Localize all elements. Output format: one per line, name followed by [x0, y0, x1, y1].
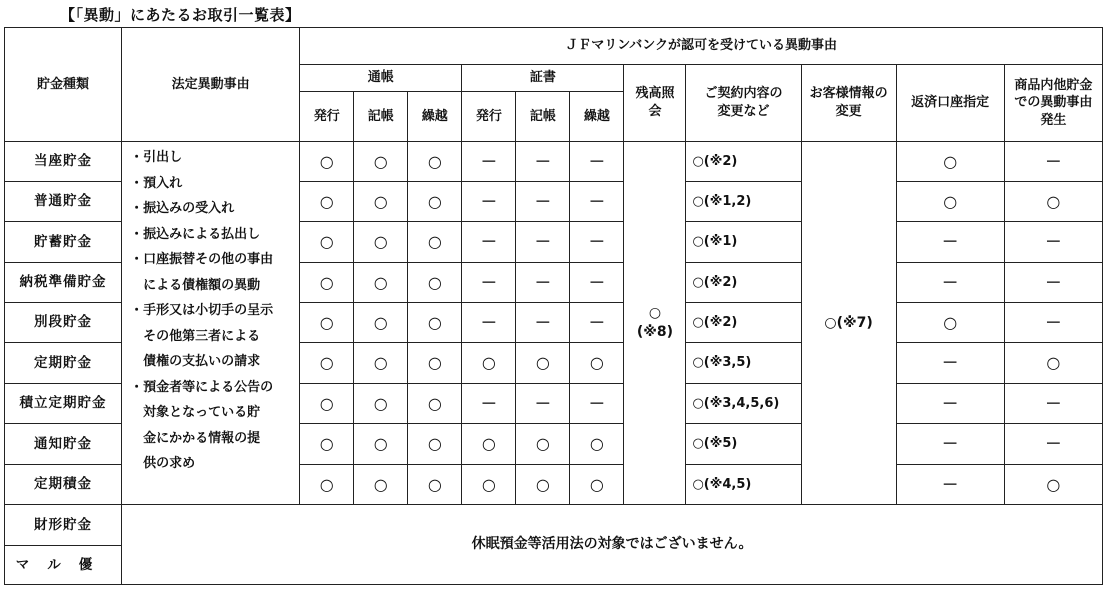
certificate-mark: ○ [570, 424, 624, 465]
passbook-mark: ○ [300, 343, 354, 384]
certificate-mark: － [570, 303, 624, 343]
contract-change-mark: ○(※1,2) [686, 182, 801, 222]
legal-reason-line: その他第三者による [143, 328, 261, 344]
repay-account-mark: － [896, 222, 1004, 263]
passbook-mark: ○ [300, 303, 354, 343]
legal-reason-line: 債権の支払いの請求 [143, 354, 261, 369]
certificate-mark: ○ [516, 424, 570, 465]
passbook-mark: ○ [408, 384, 462, 424]
certificate-mark: － [516, 303, 570, 343]
repay-account-mark: － [896, 465, 1004, 505]
repay-account-mark: ○ [896, 303, 1004, 343]
contract-change-mark: ○(※2) [686, 263, 801, 303]
account-kind: 定期貯金 [5, 343, 122, 384]
legal-reason-line: ・振込みの受入れ [130, 201, 235, 216]
header-certificate: 証書 [462, 65, 624, 92]
certificate-mark: ○ [516, 465, 570, 505]
legal-reason-line: ・預金者等による公告の [130, 379, 274, 395]
header-cert-carry: 繰越 [570, 92, 624, 142]
account-kind: 定期積金 [5, 465, 122, 505]
balance-inquiry-mark: ○ (※8) [624, 142, 686, 505]
header-jf-group: ＪＦマリンバンクが認可を受けている異動事由 [300, 28, 1103, 65]
passbook-mark: ○ [300, 142, 354, 182]
account-kind: 当座貯金 [5, 142, 122, 182]
passbook-mark: ○ [300, 182, 354, 222]
product-other-mark: ○ [1004, 343, 1102, 384]
header-passbook: 通帳 [300, 65, 462, 92]
account-kind: 財形貯金 [5, 505, 122, 546]
passbook-mark: ○ [354, 222, 408, 263]
passbook-mark: ○ [300, 424, 354, 465]
product-other-mark: － [1004, 424, 1102, 465]
passbook-mark: ○ [354, 263, 408, 303]
header-contract: ご契約内容の変更など [686, 65, 801, 142]
header-legal: 法定異動事由 [122, 28, 300, 142]
certificate-mark: ○ [516, 343, 570, 384]
certificate-mark: ○ [570, 465, 624, 505]
legal-reason-line: ・預入れ [130, 175, 183, 191]
certificate-mark: － [462, 142, 516, 182]
certificate-mark: ○ [570, 343, 624, 384]
repay-account-mark: － [896, 263, 1004, 303]
header-kind: 貯金種類 [5, 28, 122, 142]
legal-reason-line: 対象となっている貯 [143, 405, 261, 420]
account-kind: マル優 [5, 546, 122, 585]
legal-reason-line: 金にかかる情報の提 [143, 430, 261, 446]
account-kind: 貯蓄貯金 [5, 222, 122, 263]
passbook-mark: ○ [354, 303, 408, 343]
table-row [5, 505, 1103, 546]
account-kind: 納税準備貯金 [5, 263, 122, 303]
legal-reason-line: ・口座振替その他の事由 [130, 252, 274, 267]
page-title: 【「異動」にあたるお取引一覧表】 [60, 6, 301, 24]
certificate-mark: ○ [462, 343, 516, 384]
legal-reason-line: 供の求め [143, 456, 196, 471]
legal-reason-line: ・引出し [130, 150, 183, 165]
contract-change-mark: ○(※5) [686, 424, 801, 465]
contract-change-mark: ○(※2) [686, 142, 801, 182]
certificate-mark: － [516, 263, 570, 303]
header-balance: 残高照会 [624, 65, 686, 142]
certificate-mark: ○ [462, 465, 516, 505]
certificate-mark: － [516, 142, 570, 182]
product-other-mark: － [1004, 222, 1102, 263]
product-other-mark: － [1004, 303, 1102, 343]
passbook-mark: ○ [300, 222, 354, 263]
passbook-mark: ○ [300, 384, 354, 424]
certificate-mark: － [462, 384, 516, 424]
contract-change-mark: ○(※3,5) [686, 343, 801, 384]
certificate-mark: － [570, 142, 624, 182]
header-repay: 返済口座指定 [896, 65, 1004, 142]
certificate-mark: － [516, 182, 570, 222]
certificate-mark: － [462, 222, 516, 263]
repay-account-mark: － [896, 424, 1004, 465]
passbook-mark: ○ [354, 384, 408, 424]
passbook-mark: ○ [354, 424, 408, 465]
repay-account-mark: － [896, 343, 1004, 384]
certificate-mark: － [462, 303, 516, 343]
certificate-mark: － [570, 384, 624, 424]
passbook-mark: ○ [408, 263, 462, 303]
product-other-mark: ○ [1004, 465, 1102, 505]
passbook-mark: ○ [300, 465, 354, 505]
product-other-mark: － [1004, 142, 1102, 182]
passbook-mark: ○ [408, 222, 462, 263]
certificate-mark: － [570, 263, 624, 303]
header-product: 商品内他貯金での異動事由発生 [1004, 65, 1102, 142]
certificate-mark: － [570, 222, 624, 263]
header-passbook-carry: 繰越 [408, 92, 462, 142]
certificate-mark: － [462, 182, 516, 222]
legal-reasons [122, 142, 300, 505]
customer-info-mark: ○(※7) [801, 142, 896, 505]
legal-reason-line: による債権額の異動 [143, 277, 261, 293]
header-customer: お客様情報の変更 [801, 65, 896, 142]
contract-change-mark: ○(※1) [686, 222, 801, 263]
header-passbook-issue: 発行 [300, 92, 354, 142]
account-kind: 普通貯金 [5, 182, 122, 222]
account-kind: 積立定期貯金 [5, 384, 122, 424]
legal-reason-line: ・振込みによる払出し [130, 226, 261, 242]
not-applicable-note: 休眠預金等活用法の対象ではございません。 [122, 505, 1103, 585]
repay-account-mark: － [896, 384, 1004, 424]
legal-reason-line: ・手形又は小切手の呈示 [130, 303, 274, 318]
certificate-mark: ○ [462, 424, 516, 465]
passbook-mark: ○ [354, 465, 408, 505]
passbook-mark: ○ [408, 465, 462, 505]
passbook-mark: ○ [408, 303, 462, 343]
certificate-mark: － [570, 182, 624, 222]
product-other-mark: ○ [1004, 182, 1102, 222]
passbook-mark: ○ [408, 142, 462, 182]
header-passbook-record: 記帳 [354, 92, 408, 142]
passbook-mark: ○ [300, 263, 354, 303]
repay-account-mark: ○ [896, 142, 1004, 182]
contract-change-mark: ○(※3,4,5,6) [686, 384, 801, 424]
certificate-mark: － [516, 384, 570, 424]
contract-change-mark: ○(※2) [686, 303, 801, 343]
header-cert-record: 記帳 [516, 92, 570, 142]
passbook-mark: ○ [354, 182, 408, 222]
repay-account-mark: ○ [896, 182, 1004, 222]
account-kind: 別段貯金 [5, 303, 122, 343]
certificate-mark: － [516, 222, 570, 263]
certificate-mark: － [462, 263, 516, 303]
table-row [5, 142, 1103, 182]
product-other-mark: － [1004, 263, 1102, 303]
passbook-mark: ○ [408, 424, 462, 465]
passbook-mark: ○ [408, 343, 462, 384]
table-body [5, 28, 1103, 585]
product-other-mark: － [1004, 384, 1102, 424]
account-kind: 通知貯金 [5, 424, 122, 465]
transaction-table [4, 27, 1103, 585]
passbook-mark: ○ [354, 142, 408, 182]
header-cert-issue: 発行 [462, 92, 516, 142]
passbook-mark: ○ [408, 182, 462, 222]
contract-change-mark: ○(※4,5) [686, 465, 801, 505]
passbook-mark: ○ [354, 343, 408, 384]
